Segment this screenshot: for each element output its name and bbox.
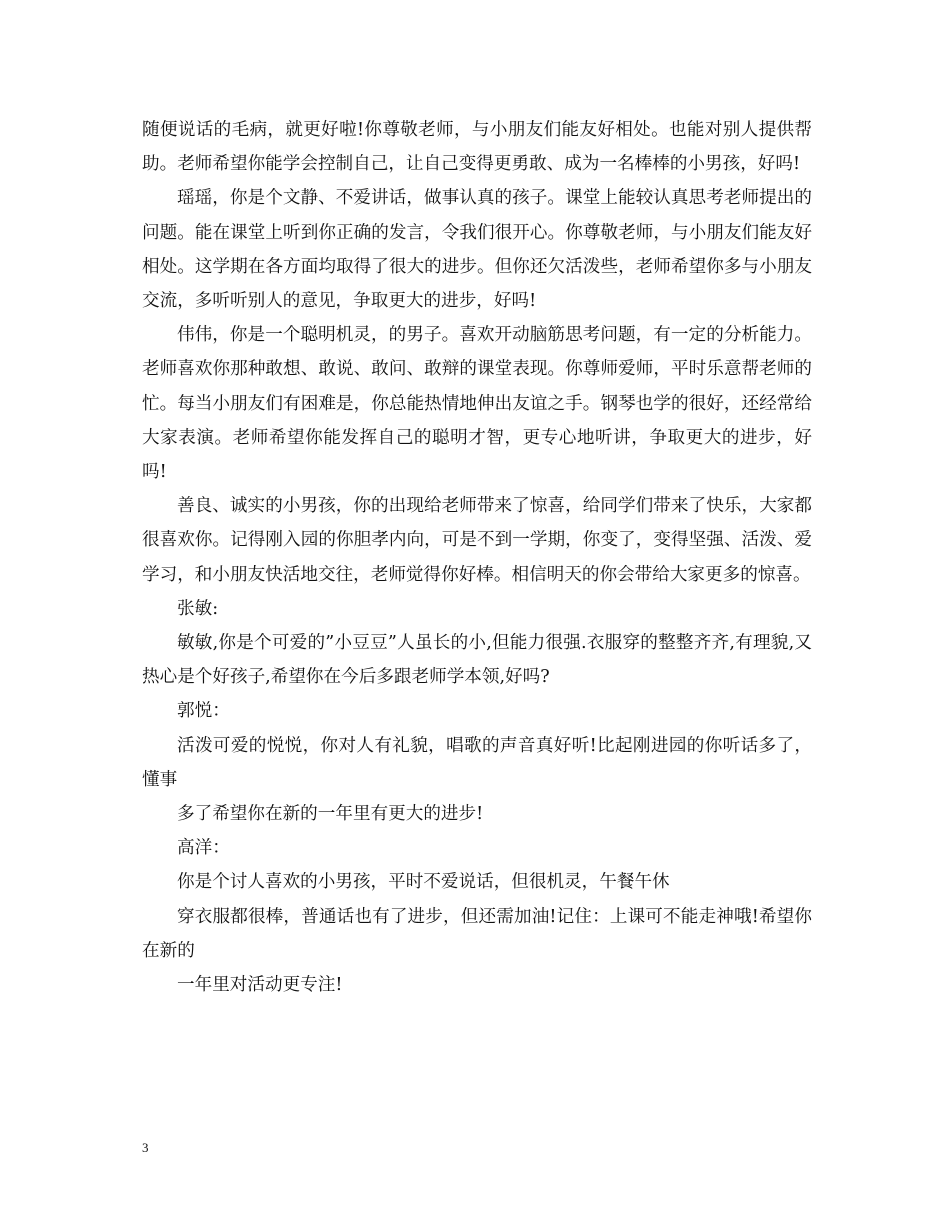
paragraph-weiwei-comment: 伟伟，你是一个聪明机灵，的男子。喜欢开动脑筋思考问题，有一定的分析能力。老师喜欢你那种敢想、敢说、敢问、敢辩的课堂表现。你尊师爱师，平时乐意帮老师的忙。每当小朋友们有困难是，你总能热情地伸出友谊之手。钢琴也学的很好，还经常给大家表演。老师希望你能发挥自己的聪明才智，更专心地听讲，争取更大的进步，好吗! [142, 325, 812, 483]
paragraph-gao-yang-comment-end: 一年里对活动更专注! [177, 975, 343, 996]
paragraph-yaoyao-comment: 瑶瑶，你是个文静、不爱讲话，做事认真的孩子。课堂上能较认真思考老师提出的问题。能在课堂上听到你正确的发言，令我们很开心。你尊敬老师，与小朋友们能友好相处。这学期在各方面均取得了很大的进步。但你还欠活泼些，老师希望你多与小朋友交流，多听听别人的意见，争取更大的进步，好吗! [142, 188, 812, 312]
paragraph-guo-yue-comment-cont: 多了希望你在新的一年里有更大的进步! [177, 804, 484, 825]
paragraph-continued: 随便说话的毛病，就更好啦!你尊敬老师，与小朋友们能友好相处。也能对别人提供帮助。老师希望你能学会控制自己，让自己变得更勇敢、成为一名棒棒的小男孩，好吗! [142, 120, 812, 175]
paragraph-guo-yue-comment: 活泼可爱的悦悦，你对人有礼貌，唱歌的声音真好听!比起刚进园的你听话多了，懂事 [142, 735, 812, 790]
document-body [142, 113, 812, 1002]
heading-guo-yue: 郭悦： [177, 701, 230, 722]
paragraph-honest-boy-comment: 善良、诚实的小男孩，你的出现给老师带来了惊喜，给同学们带来了快乐，大家都很喜欢你。记得刚入园的你胆孝内向，可是不到一学期，你变了，变得坚强、活泼、爱学习，和小朋友快活地交往，老师觉得你好棒。相信明天的你会带给大家更多的惊喜。 [142, 496, 812, 585]
paragraph-gao-yang-comment-cont: 穿衣服都很棒，普通话也有了进步，但还需加油!记住：上课可不能走神哦!希望你在新的 [142, 906, 812, 961]
page-number: 3 [142, 1140, 149, 1155]
paragraph-gao-yang-comment: 你是个讨人喜欢的小男孩，平时不爱说话，但很机灵，午餐午休 [177, 872, 670, 893]
heading-zhang-min: 张敏: [177, 598, 219, 619]
paragraph-zhang-min-comment: 敏敏,你是个可爱的”小豆豆”人虽长的小,但能力很强.衣服穿的整整齐齐,有理貌,又热心是个好孩子,希望你在今后多跟老师学本领,好吗? [142, 633, 812, 688]
heading-gao-yang: 高洋： [177, 838, 230, 859]
